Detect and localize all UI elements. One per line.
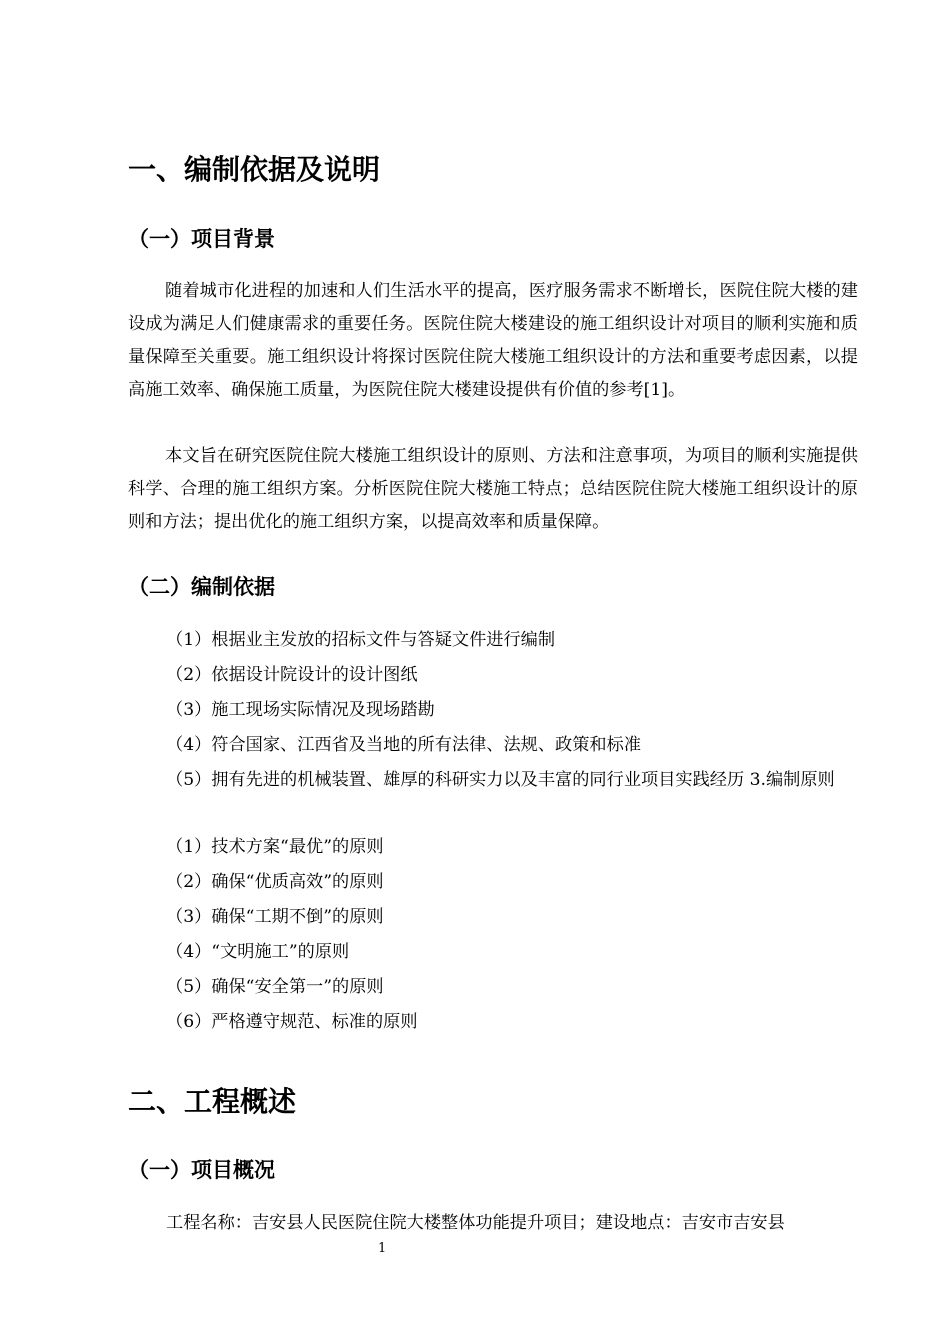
basis-item-2: （2）依据设计院设计的设计图纸: [166, 665, 418, 685]
page-number: 1: [378, 1241, 387, 1256]
basis-item-3: （3）施工现场实际情况及现场踏勘: [166, 700, 435, 720]
project-overview-heading: （一）项目概况: [128, 1158, 275, 1182]
background-paragraph-1: 随着城市化进程的加速和人们生活水平的提高，医疗服务需求不断增长，医院住院大楼的建设成为满足人们健康需求的重要任务。医院住院大楼建设的施工组织设计对项目的顺利实施和质量保障至关重要。施工组织设计将探讨医院住院大楼施工组织设计的方法和重要考虑因素，以提高施工效率、确保施工质量，为医院住院大楼建设提供有价值的参考[1]。: [128, 281, 858, 400]
principle-item-1: （1）技术方案“最优”的原则: [166, 837, 384, 857]
overview-paragraph: 工程名称：吉安县人民医院住院大楼整体功能提升项目；建设地点：吉安市吉安县: [166, 1213, 785, 1233]
basis-item-1: （1）根据业主发放的招标文件与答疑文件进行编制: [166, 630, 556, 650]
section-2-heading: 二、工程概述: [128, 1085, 297, 1118]
compilation-basis-heading: （二）编制依据: [128, 575, 275, 599]
principle-item-2: （2）确保“优质高效”的原则: [166, 872, 384, 892]
project-background-heading: （一）项目背景: [128, 227, 275, 251]
background-paragraph-2: 本文旨在研究医院住院大楼施工组织设计的原则、方法和注意事项，为项目的顺利实施提供科学、合理的施工组织方案。分析医院住院大楼施工特点；总结医院住院大楼施工组织设计的原则和方法；提出优化的施工组织方案，以提高效率和质量保障。: [128, 446, 858, 532]
principle-item-5: （5）确保“安全第一”的原则: [166, 977, 384, 997]
basis-item-4: （4）符合国家、江西省及当地的所有法律、法规、政策和标准: [166, 735, 642, 755]
principle-item-3: （3）确保“工期不倒”的原则: [166, 907, 384, 927]
section-1-heading: 一、编制依据及说明: [128, 153, 381, 186]
basis-item-5: （5）拥有先进的机械装置、雄厚的科研实力以及丰富的同行业项目实践经历 3.编制原则: [166, 770, 835, 790]
principle-item-6: （6）严格遵守规范、标准的原则: [166, 1012, 418, 1032]
principle-item-4: （4）“文明施工”的原则: [166, 942, 350, 962]
